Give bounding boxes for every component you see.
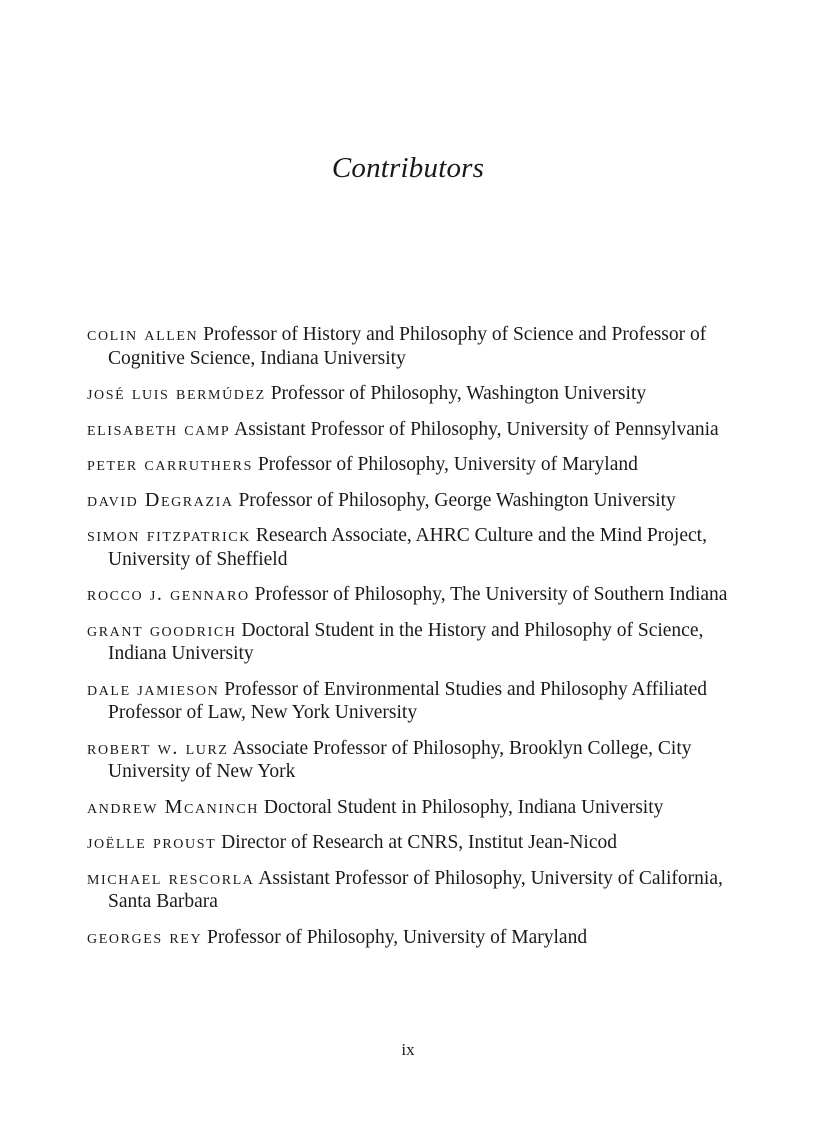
contributor-affiliation: Doctoral Student in Philosophy, Indiana University	[263, 796, 664, 818]
contributor-affiliation: Director of Research at CNRS, Institut Jean-Nicod	[221, 832, 617, 853]
contributor-affiliation: Professor of Philosophy, Washington University	[270, 383, 647, 404]
list-item	[87, 831, 737, 855]
list-item	[87, 619, 737, 666]
contributor-name: david Degrazia	[87, 488, 234, 511]
list-item	[87, 418, 737, 442]
contributor-name: dale jamieson	[87, 677, 220, 700]
contributor-affiliation: Professor of History and Philosophy of Science and Professor of Cognitive Science, Indiana University	[108, 324, 707, 369]
contributor-affiliation: Assistant Professor of Philosophy, University of Pennsylvania	[234, 418, 719, 440]
contributor-affiliation: Professor of Philosophy, The University of Southern Indiana	[254, 584, 728, 605]
list-item	[87, 382, 737, 406]
contributor-affiliation: Research Associate, AHRC Culture and the Mind Project, University of Sheffield	[108, 525, 707, 570]
contributor-name: andrew Mcaninch	[87, 795, 259, 818]
contributor-affiliation: Professor of Philosophy, University of Maryland	[207, 926, 588, 948]
page-number: ix	[401, 1040, 415, 1059]
contributor-affiliation: Professor of Philosophy, University of Maryland	[257, 454, 638, 475]
contributor-list	[87, 323, 737, 961]
list-item	[87, 796, 737, 820]
list-item	[87, 583, 737, 607]
contributor-name: grant goodrich	[87, 618, 237, 641]
contributor-name: rocco j. gennaro	[87, 583, 250, 605]
list-item	[87, 323, 737, 370]
contributor-affiliation: Professor of Philosophy, George Washington University	[238, 489, 676, 511]
contributor-name: peter carruthers	[87, 453, 253, 475]
contributor-affiliation: Doctoral Student in the History and Philosophy of Science, Indiana University	[108, 619, 704, 664]
contributor-name: simon fitzpatrick	[87, 524, 251, 546]
contributor-name: colin allen	[87, 323, 199, 345]
contributor-name: georges rey	[87, 925, 203, 948]
page-title: Contributors	[331, 152, 485, 184]
contributor-name: josé luis bermúdez	[87, 382, 266, 404]
list-item	[87, 453, 737, 477]
contributor-name: elisabeth camp	[87, 417, 231, 440]
contributor-name: robert w. lurz	[87, 736, 229, 759]
contributor-affiliation: Professor of Environmental Studies and Philosophy Affiliated Professor of Law, New York University	[108, 678, 707, 723]
list-item	[87, 737, 737, 784]
contributor-name: joëlle proust	[87, 831, 217, 853]
list-item	[87, 678, 737, 725]
list-item	[87, 926, 737, 950]
list-item	[87, 867, 737, 914]
list-item	[87, 524, 737, 571]
list-item	[87, 489, 737, 513]
contributor-name: michael rescorla	[87, 866, 255, 889]
contributor-affiliation: Associate Professor of Philosophy, Brooklyn College, City University of New York	[108, 737, 692, 782]
contributor-affiliation: Assistant Professor of Philosophy, University of California, Santa Barbara	[108, 867, 723, 912]
